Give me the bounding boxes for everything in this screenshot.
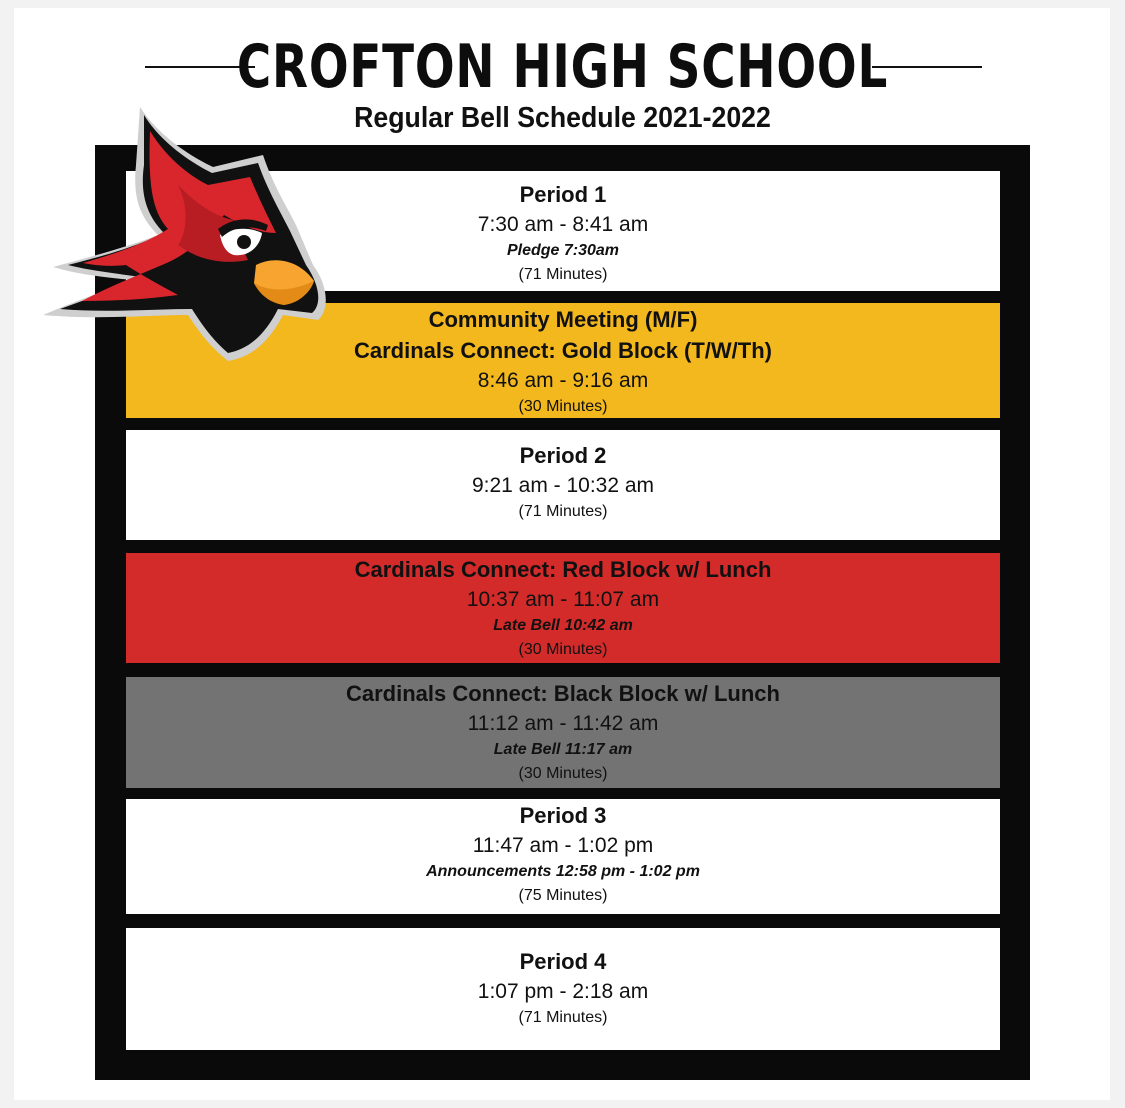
block-duration: (75 Minutes)	[518, 887, 608, 904]
block-black	[126, 677, 1000, 788]
school-title: CROFTON HIGH SCHOOL	[236, 32, 889, 102]
cardinal-mascot-icon	[38, 105, 338, 365]
block-period-3	[126, 799, 1000, 914]
block-title-secondary: Cardinals Connect: Gold Block (T/W/Th)	[354, 338, 772, 363]
block-time: 10:37 am - 11:07 am	[466, 588, 660, 611]
block-red	[126, 553, 1000, 663]
block-title: Period 2	[519, 443, 607, 468]
block-note: Late Bell 10:42 am	[493, 617, 633, 634]
block-title: Community Meeting (M/F)	[428, 307, 698, 332]
block-period-2	[126, 430, 1000, 540]
block-time: 9:21 am - 10:32 am	[471, 474, 655, 497]
block-duration: (71 Minutes)	[518, 503, 608, 520]
block-title: Period 4	[519, 949, 607, 974]
block-title: Cardinals Connect: Black Block w/ Lunch	[346, 681, 780, 706]
block-duration: (71 Minutes)	[518, 1009, 608, 1026]
block-duration: (30 Minutes)	[518, 641, 608, 658]
block-time: 7:30 am - 8:41 am	[477, 213, 649, 236]
block-period-4	[126, 928, 1000, 1050]
block-duration: (30 Minutes)	[518, 398, 608, 415]
schedule-subtitle: Regular Bell Schedule 2021-2022	[354, 102, 771, 134]
block-title: Period 3	[519, 803, 607, 828]
block-duration: (71 Minutes)	[518, 266, 608, 283]
block-note: Pledge 7:30am	[506, 242, 620, 259]
block-time: 1:07 pm - 2:18 am	[477, 980, 649, 1003]
block-note: Announcements 12:58 pm - 1:02 pm	[426, 863, 700, 880]
block-time: 8:46 am - 9:16 am	[477, 369, 649, 392]
block-time: 11:47 am - 1:02 pm	[472, 834, 654, 857]
block-title: Period 1	[519, 182, 607, 207]
block-duration: (30 Minutes)	[518, 765, 608, 782]
block-title: Cardinals Connect: Red Block w/ Lunch	[354, 557, 772, 582]
block-time: 11:12 am - 11:42 am	[467, 712, 659, 735]
block-note: Late Bell 11:17 am	[493, 741, 633, 758]
